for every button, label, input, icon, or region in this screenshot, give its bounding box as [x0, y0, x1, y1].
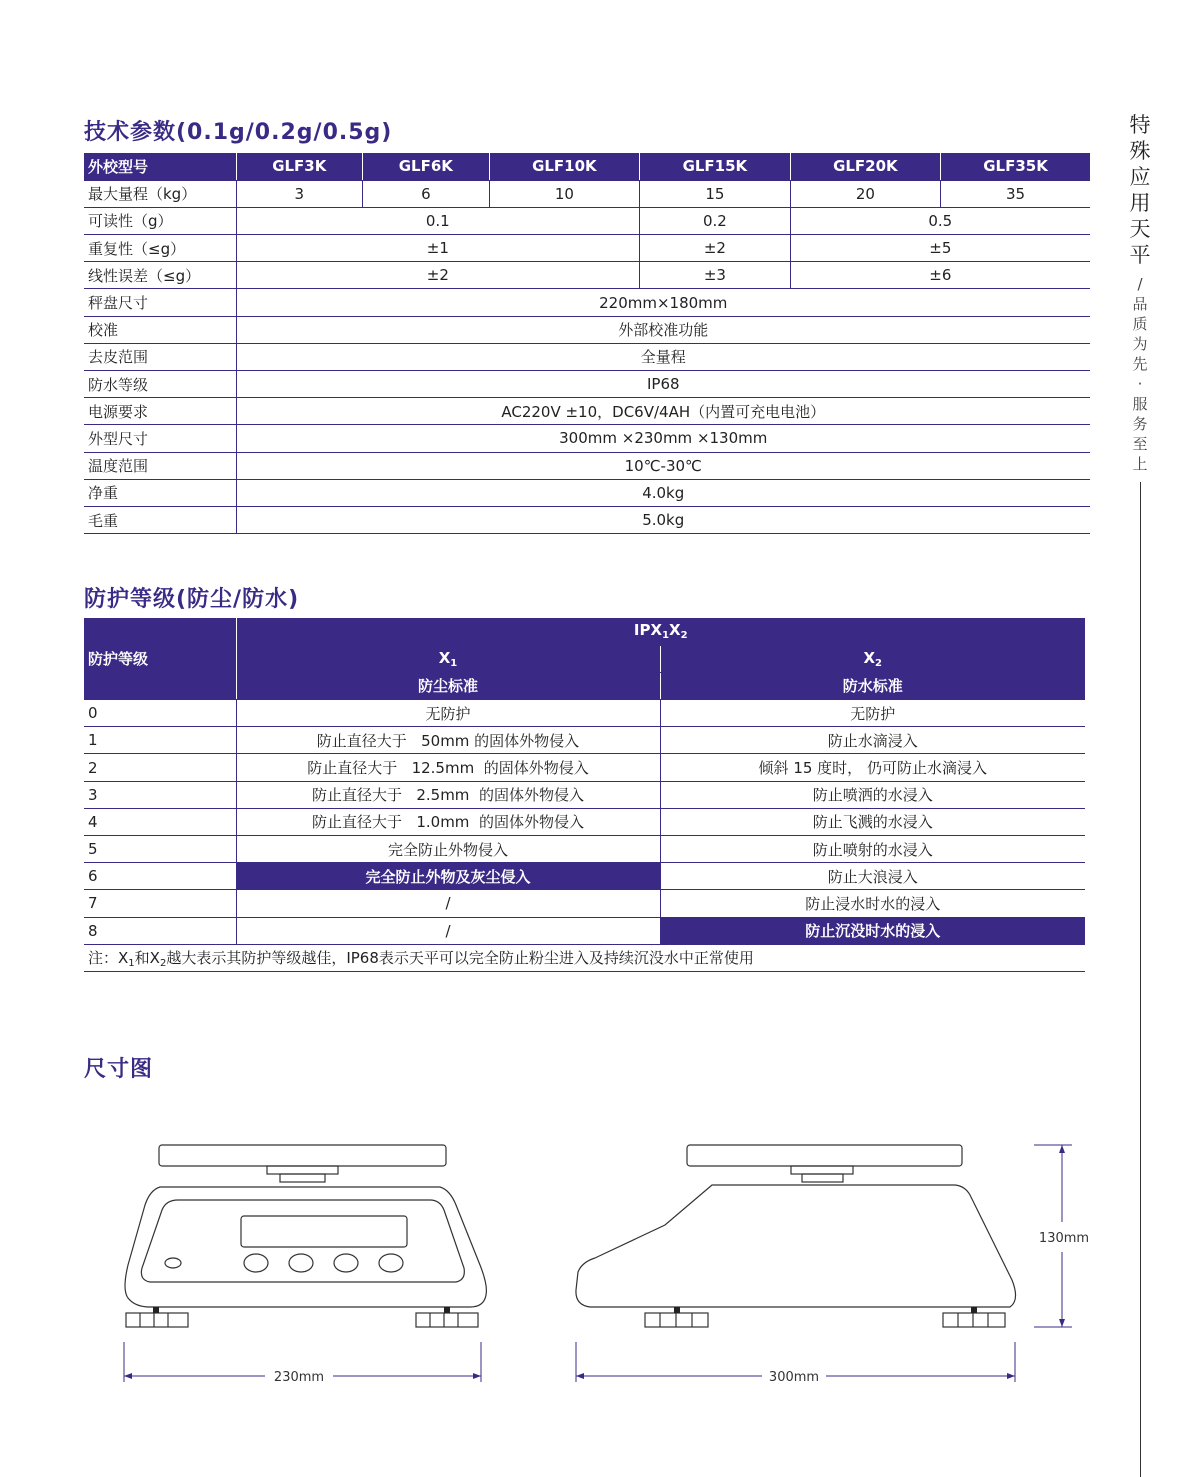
water-cell: 防止喷射的水浸入 [660, 836, 1085, 863]
spec-value: AC220V ±10，DC6V/4AH（内置可充电电池） [236, 398, 1090, 425]
spec-value: IP68 [236, 371, 1090, 398]
dimension-section-title: 尺寸图 [84, 1057, 154, 1082]
sidebar-main-char: 应 [1129, 165, 1151, 189]
protection-level: 8 [84, 917, 236, 944]
protection-row [84, 863, 1085, 890]
protection-section-title: 防护等级(防尘/防水) [84, 587, 300, 612]
spec-row [84, 207, 1090, 234]
height-dimension-label: 130mm [1038, 1231, 1090, 1246]
spec-value: 4.0kg [236, 479, 1090, 506]
sidebar-slogan-char: / [1137, 275, 1143, 293]
side-body [576, 1185, 1016, 1307]
ip-code-prefix: IPX [633, 621, 663, 640]
spec-value: 0.2 [640, 207, 791, 234]
ip-code-sub2: 2 [680, 630, 688, 642]
protection-note [84, 944, 1085, 971]
front-pan [159, 1145, 446, 1166]
protection-level: 6 [84, 863, 236, 890]
front-pan-stem [267, 1166, 338, 1174]
dust-cell: 防止直径大于 12.5mm 的固体外物侵入 [236, 754, 660, 781]
spec-value: 0.1 [236, 207, 640, 234]
water-cell: 防止浸水时水的浸入 [660, 890, 1085, 917]
spec-label: 最大量程（kg） [84, 180, 236, 207]
sidebar-slogan-char: 先 [1132, 355, 1148, 373]
width-dimension-label: 230mm [273, 1370, 325, 1385]
spec-row [84, 235, 1090, 262]
spec-row [84, 180, 1090, 207]
ip-code-header [236, 618, 1085, 645]
protection-row [84, 754, 1085, 781]
protection-level: 0 [84, 700, 236, 727]
spec-value: 15 [640, 180, 791, 207]
front-button-4 [379, 1254, 403, 1272]
dust-cell: 无防护 [236, 700, 660, 727]
spec-value: 6 [363, 180, 490, 207]
spec-value: 0.5 [790, 207, 1090, 234]
protection-row-label-header: 防护等级 [84, 618, 236, 700]
spec-value: 外部校准功能 [236, 316, 1090, 343]
sidebar-divider-line [1140, 482, 1141, 1477]
length-dimension-label: 300mm [768, 1370, 820, 1385]
sidebar-main-char: 用 [1129, 191, 1151, 215]
side-foot-right [943, 1313, 1005, 1327]
protection-row [84, 727, 1085, 754]
sidebar-slogan-char: 服 [1132, 395, 1148, 413]
spec-label: 电源要求 [84, 398, 236, 425]
front-foot-left [126, 1313, 188, 1327]
protection-row [84, 836, 1085, 863]
protection-level: 4 [84, 808, 236, 835]
spec-value: 3 [236, 180, 363, 207]
sidebar-slogan-char: 品 [1132, 295, 1148, 313]
protection-level: 3 [84, 781, 236, 808]
ip-code-mid: X [669, 621, 681, 640]
dust-cell: 防止直径大于 50mm 的固体外物侵入 [236, 727, 660, 754]
protection-level: 5 [84, 836, 236, 863]
spec-label: 防水等级 [84, 371, 236, 398]
note-rest: 越大表示其防护等级越佳，IP68表示天平可以完全防止粉尘进入及持续沉没水中正常使用 [166, 948, 754, 967]
sidebar-slogan-char: 为 [1132, 335, 1148, 353]
spec-value: 220mm×180mm [236, 289, 1090, 316]
protection-header-row [84, 618, 1085, 645]
spec-header-cell: GLF3K [236, 153, 363, 180]
spec-value: 300mm ×230mm ×130mm [236, 425, 1090, 452]
spec-value: ±1 [236, 235, 640, 262]
water-cell: 防止大浪浸入 [660, 863, 1085, 890]
ip-code-sub1: 1 [662, 630, 670, 642]
sidebar-main-char: 平 [1129, 243, 1151, 267]
x1-letter: X [438, 648, 451, 667]
spec-label: 毛重 [84, 506, 236, 533]
spec-header-cell: 外校型号 [84, 153, 236, 180]
protection-level: 1 [84, 727, 236, 754]
water-cell: 倾斜 15 度时， 仍可防止水滴浸入 [660, 754, 1085, 781]
spec-label: 可读性（g） [84, 207, 236, 234]
spec-label: 线性误差（≤g） [84, 262, 236, 289]
note-prefix: 注：X [88, 948, 129, 967]
protection-row [84, 808, 1085, 835]
front-button-3 [334, 1254, 358, 1272]
sidebar-slogan-char: 务 [1132, 415, 1148, 433]
spec-row [84, 506, 1090, 533]
water-cell: 防止水滴浸入 [660, 727, 1085, 754]
spec-value: 20 [790, 180, 941, 207]
spec-row [84, 262, 1090, 289]
x1-header [236, 645, 660, 672]
protection-row [84, 700, 1085, 727]
spec-row [84, 398, 1090, 425]
dust-cell: 防止直径大于 2.5mm 的固体外物侵入 [236, 781, 660, 808]
spec-header-row [84, 153, 1090, 180]
spec-table [84, 153, 1090, 534]
sidebar-main-char: 天 [1129, 217, 1151, 241]
x2-header [660, 645, 1085, 672]
protection-row [84, 781, 1085, 808]
spec-value: ±3 [640, 262, 791, 289]
spec-value: 10℃-30℃ [236, 452, 1090, 479]
spec-value: 5.0kg [236, 506, 1090, 533]
front-indicator [165, 1258, 181, 1268]
spec-header-cell: GLF6K [363, 153, 490, 180]
sidebar-slogan [1126, 112, 1154, 474]
side-pan-base [802, 1174, 843, 1182]
spec-value: 全量程 [236, 343, 1090, 370]
spec-header-cell: GLF35K [941, 153, 1090, 180]
front-pan-base [280, 1174, 325, 1182]
water-cell-highlight: 防止沉没时水的浸入 [660, 917, 1085, 944]
spec-label: 秤盘尺寸 [84, 289, 236, 316]
spec-label: 净重 [84, 479, 236, 506]
spec-header-cell: GLF20K [790, 153, 941, 180]
spec-label: 重复性（≤g） [84, 235, 236, 262]
protection-level: 2 [84, 754, 236, 781]
water-cell: 防止喷洒的水浸入 [660, 781, 1085, 808]
front-foot-right [416, 1313, 478, 1327]
spec-row [84, 371, 1090, 398]
dust-cell: 防止直径大于 1.0mm 的固体外物侵入 [236, 808, 660, 835]
spec-header-cell: GLF15K [640, 153, 791, 180]
spec-value: ±6 [790, 262, 1090, 289]
spec-label: 去皮范围 [84, 343, 236, 370]
side-view-drawing [576, 1145, 1016, 1327]
spec-label: 校准 [84, 316, 236, 343]
x2-letter: X [863, 648, 876, 667]
dust-cell: 完全防止外物侵入 [236, 836, 660, 863]
spec-section-title: 技术参数(0.1g/0.2g/0.5g) [84, 120, 393, 145]
spec-value: ±2 [236, 262, 640, 289]
spec-label: 温度范围 [84, 452, 236, 479]
front-button-2 [289, 1254, 313, 1272]
water-cell: 无防护 [660, 700, 1085, 727]
spec-row [84, 343, 1090, 370]
protection-note-row [84, 944, 1085, 971]
spec-row [84, 289, 1090, 316]
side-pan [687, 1145, 962, 1166]
sidebar-main-char: 特 [1129, 113, 1151, 137]
protection-row [84, 890, 1085, 917]
spec-value: ±5 [790, 235, 1090, 262]
sidebar-slogan-char: 至 [1132, 435, 1148, 453]
note-sub2: 2 [159, 957, 167, 969]
front-display [241, 1216, 407, 1247]
sidebar-main-char: 殊 [1129, 139, 1151, 163]
sidebar-slogan-char: · [1137, 375, 1143, 393]
protection-row [84, 917, 1085, 944]
front-view-drawing [125, 1145, 486, 1327]
spec-row [84, 316, 1090, 343]
spec-value: 10 [489, 180, 640, 207]
dust-cell-highlight: 完全防止外物及灰尘侵入 [236, 863, 660, 890]
dust-cell: / [236, 890, 660, 917]
water-cell: 防止飞溅的水浸入 [660, 808, 1085, 835]
spec-value: 35 [941, 180, 1090, 207]
dimension-diagram [0, 1100, 1200, 1400]
spec-row [84, 452, 1090, 479]
sidebar-slogan-char: 质 [1132, 315, 1148, 333]
water-standard-header: 防水标准 [660, 672, 1085, 699]
side-pan-stem [791, 1166, 853, 1174]
spec-label: 外型尺寸 [84, 425, 236, 452]
spec-row [84, 479, 1090, 506]
front-button-1 [244, 1254, 268, 1272]
spec-row [84, 425, 1090, 452]
x1-sub: 1 [450, 657, 458, 669]
protection-table [84, 618, 1085, 972]
protection-level: 7 [84, 890, 236, 917]
dust-cell: / [236, 917, 660, 944]
front-panel [141, 1200, 464, 1282]
dust-standard-header: 防尘标准 [236, 672, 660, 699]
x2-sub: 2 [875, 657, 883, 669]
note-sub1: 1 [128, 957, 135, 969]
spec-header-cell: GLF10K [489, 153, 640, 180]
note-mid: 和X [134, 948, 160, 967]
spec-value: ±2 [640, 235, 791, 262]
sidebar-slogan-char: 上 [1132, 455, 1148, 473]
